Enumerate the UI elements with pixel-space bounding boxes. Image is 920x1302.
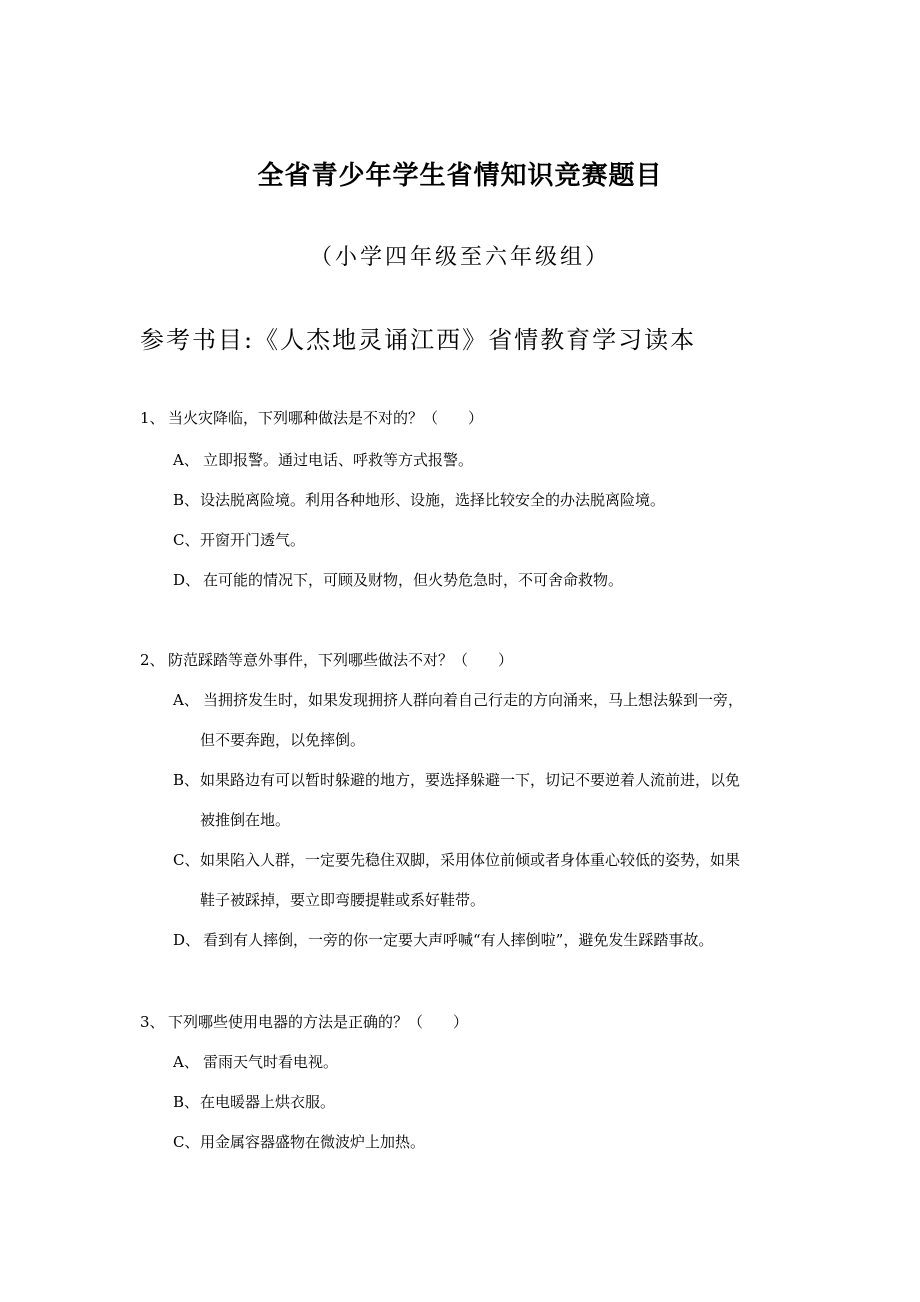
option-text: 设法脱离险境。利用各种地形、设施，选择比较安全的办法脱离险境。: [200, 491, 666, 509]
option-text: 用金属容器盛物在微波炉上加热。: [200, 1133, 426, 1151]
question-number: 3、: [140, 1013, 165, 1031]
question-1-option-c: [173, 520, 788, 560]
question-3-option-c: [173, 1122, 788, 1162]
question-3: [140, 1012, 468, 1032]
question-text: 防范踩踏等意外事件，下列哪些做法不对？（ ）: [168, 651, 514, 669]
question-3-option-a: [173, 1042, 788, 1082]
option-letter: A、: [173, 451, 199, 469]
option-letter: B、: [173, 1093, 200, 1111]
option-letter: B、: [173, 771, 200, 789]
option-letter: C、: [173, 1133, 200, 1151]
option-text: 开窗开门透气。: [200, 531, 306, 549]
option-text: 当拥挤发生时，如果发现拥挤人群向着自己行走的方向涌来，马上想法躲到一旁，: [203, 691, 744, 709]
question-text: 当火灾降临，下列哪种做法是不对的？（ ）: [168, 409, 484, 427]
question-2: [140, 650, 513, 670]
option-text: 立即报警。通过电话、呼救等方式报警。: [203, 451, 474, 469]
question-2-option-c: [173, 840, 788, 920]
option-letter: A、: [173, 1053, 199, 1071]
option-text-continued: 但不要奔跑，以免摔倒。: [200, 731, 366, 749]
document-title: 全省青少年学生省情知识竞赛题目: [257, 161, 663, 191]
option-text: 在可能的情况下，可顾及财物，但火势危急时，不可舍命救物。: [203, 571, 624, 589]
question-2-option-d: [173, 920, 788, 960]
option-letter: D、: [173, 931, 201, 949]
reference-book: 参考书目:《人杰地灵诵江西》省情教育学习读本: [140, 326, 697, 354]
question-1-option-d: [173, 560, 788, 600]
option-text: 如果路边有可以暂时躲避的地方，要选择躲避一下，切记不要逆着人流前进，以免: [200, 771, 741, 789]
option-text: 在电暖器上烘衣服。: [200, 1093, 336, 1111]
option-letter: D、: [173, 571, 201, 589]
question-3-option-b: [173, 1082, 788, 1122]
question-text: 下列哪些使用电器的方法是正确的？（ ）: [168, 1013, 469, 1031]
option-letter: B、: [173, 491, 200, 509]
question-2-option-b: [173, 760, 788, 840]
question-1-option-a: [173, 440, 788, 480]
question-number: 1、: [140, 409, 165, 427]
option-text: 雷雨天气时看电视。: [203, 1053, 339, 1071]
document-subtitle: （小学四年级至六年级组）: [309, 245, 610, 270]
option-letter: C、: [173, 531, 200, 549]
option-text: 看到有人摔倒，一旁的你一定要大声呼喊“有人摔倒啦”，避免发生踩踏事故。: [203, 931, 714, 949]
question-1: [140, 408, 483, 428]
question-1-option-b: [173, 480, 788, 520]
option-letter: A、: [173, 691, 199, 709]
option-text-continued: 被推倒在地。: [200, 811, 291, 829]
question-number: 2、: [140, 651, 165, 669]
option-text: 如果陷入人群，一定要先稳住双脚，采用体位前倾或者身体重心较低的姿势，如果: [200, 851, 741, 869]
option-letter: C、: [173, 851, 200, 869]
option-text-continued: 鞋子被踩掉，要立即弯腰提鞋或系好鞋带。: [200, 891, 486, 909]
question-2-option-a: [173, 680, 788, 760]
